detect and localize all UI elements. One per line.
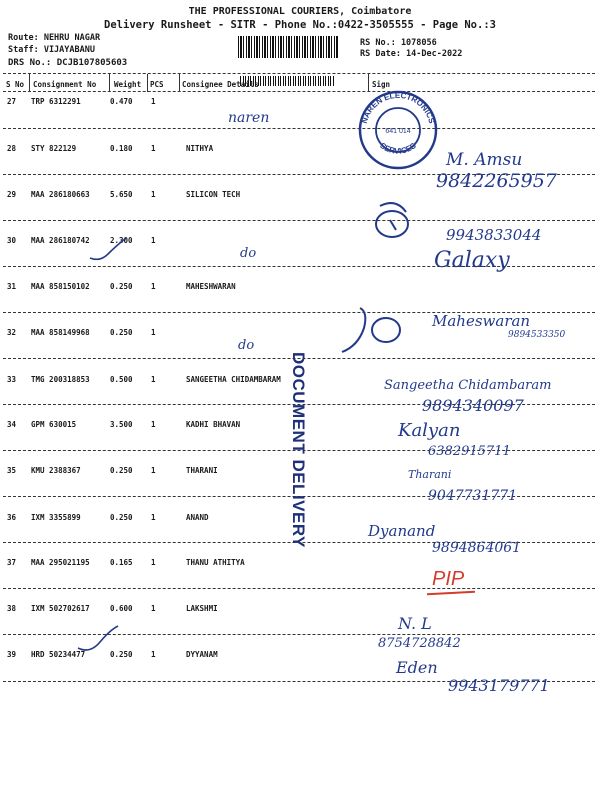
row-consignment: MAA 858150102 [31, 282, 90, 291]
table-row [0, 190, 600, 230]
table-top-rule [3, 73, 595, 74]
row-pcs: 1 [151, 236, 156, 245]
row-consignee: DYYANAM [186, 650, 218, 659]
row-weight: 5.650 [110, 190, 133, 199]
row-consignment: MAA 286180663 [31, 190, 90, 199]
handwriting-row34-phone: 6382915711 [428, 444, 511, 459]
row-sno: 33 [7, 375, 17, 384]
row-consignment: GPM 630015 [31, 420, 77, 429]
handwriting-row28-phone: 9842265957 [436, 170, 557, 192]
col-pcs: PCS [150, 80, 164, 89]
row-consignment: HRD 50234477 [31, 650, 86, 659]
handwriting-row35-name: Tharani [408, 468, 452, 481]
ditto-mark-row30: do [240, 246, 257, 261]
row-sno: 30 [7, 236, 17, 245]
handwriting-row33-phone: 9894340097 [422, 396, 524, 415]
row-consignee: LAKSHMI [186, 604, 218, 613]
row-pcs: 1 [151, 328, 156, 337]
row-pcs: 1 [151, 97, 156, 106]
row-weight: 3.500 [110, 420, 133, 429]
row-pcs: 1 [151, 466, 156, 475]
row-sno: 34 [7, 420, 17, 429]
row-consignee: ANAND [186, 513, 209, 522]
col-divider [29, 74, 30, 92]
tick-mark [76, 624, 120, 654]
row-weight: 0.250 [110, 466, 133, 475]
row-weight: 0.600 [110, 604, 133, 613]
row-sno: 37 [7, 558, 17, 567]
table-row [0, 97, 600, 137]
row-rule [3, 588, 595, 589]
stamp-bottom-text: SERVICES [378, 141, 418, 156]
row-sno: 39 [7, 650, 17, 659]
row-consignment: MAA 295021195 [31, 558, 90, 567]
svg-text:SERVICES [378, 141, 418, 156]
row-pcs: 1 [151, 604, 156, 613]
handwriting-row30-name: Galaxy [434, 248, 510, 273]
company-name: THE PROFESSIONAL COURIERS, Coimbatore [188, 6, 412, 17]
handwriting-row33-name: Sangeetha Chidambaram [384, 378, 552, 393]
row-sno: 27 [7, 97, 17, 106]
row-weight: 2.300 [110, 236, 133, 245]
row-sno: 31 [7, 282, 17, 291]
company-stamp [352, 86, 444, 170]
row-consignment: IXM 3355899 [31, 513, 81, 522]
route-label: Route: NEHRU NAGAR [8, 33, 101, 43]
ditto-mark-row32: do [238, 338, 255, 353]
row-consignee: THANU ATHITYA [186, 558, 245, 567]
row-consignment: KMU 2388367 [31, 466, 81, 475]
row-consignment: STY 822129 [31, 144, 77, 153]
pod-mark: PIP [432, 568, 465, 590]
col-sno: S No [6, 80, 25, 89]
row-pcs: 1 [151, 513, 156, 522]
row-pcs: 1 [151, 420, 156, 429]
row-consignee: NITHYA [186, 144, 214, 153]
row-sno: 36 [7, 513, 17, 522]
signature-row30 [366, 198, 426, 248]
handwriting-row32-phone: 9894533350 [508, 330, 566, 340]
col-divider [109, 74, 110, 92]
rs-number: RS No.: 1078056 [360, 38, 437, 48]
header-bottom-rule [3, 91, 595, 92]
col-consignee: Consignee Details [182, 80, 259, 89]
handwriting-row38-phone: 8754728842 [378, 636, 461, 651]
document-delivery-stamp: DOCUMENT DELIVERY [289, 352, 308, 548]
handwriting-row34-name: Kalyan [398, 420, 461, 441]
stamp-top-text: NAREN ELECTRONICS [359, 90, 437, 125]
handwriting-row30-phone: 9943833044 [446, 226, 542, 244]
handwriting-row36-phone: 9894864061 [432, 540, 522, 556]
row-sno: 35 [7, 466, 17, 475]
rs-date: RS Date: 14-Dec-2022 [360, 49, 463, 59]
handwriting-row36-name: Dyanand [368, 522, 436, 540]
row-consignment: TMG 200318853 [31, 375, 90, 384]
row-weight: 0.165 [110, 558, 133, 567]
col-weight: Weight [114, 80, 142, 89]
row-consignment: IXM 502702617 [31, 604, 90, 613]
row-weight: 0.470 [110, 97, 133, 106]
col-divider [179, 74, 180, 92]
row-weight: 0.250 [110, 513, 133, 522]
barcode [238, 36, 338, 58]
row-consignee: SANGEETHA CHIDAMBARAM [186, 375, 281, 384]
handwriting-row39-name: Eden [396, 658, 438, 677]
row-weight: 0.180 [110, 144, 133, 153]
row-pcs: 1 [151, 650, 156, 659]
handwriting-row35-phone: 9047731771 [428, 488, 518, 504]
handwriting-row32-name: Maheswaran [432, 312, 531, 330]
staff-label: Staff: VIJAYABANU [8, 45, 95, 55]
row-pcs: 1 [151, 190, 156, 199]
row-consignment: MAA 858149968 [31, 328, 90, 337]
row-pcs: 1 [151, 144, 156, 153]
row-rule [3, 128, 595, 129]
row-sno: 32 [7, 328, 17, 337]
handwriting-row39-phone: 9943179771 [448, 676, 550, 695]
row-weight: 0.500 [110, 375, 133, 384]
row-sno: 28 [7, 144, 17, 153]
row-consignee: KADHI BHAVAN [186, 420, 241, 429]
row-consignee: MAHESHWARAN [186, 282, 236, 291]
row-consignee: THARANI [186, 466, 218, 475]
row-consignment: TRP 6312291 [31, 97, 81, 106]
row-weight: 0.250 [110, 328, 133, 337]
row-pcs: 1 [151, 558, 156, 567]
handwriting-row27: naren [228, 110, 270, 126]
runsheet-subtitle: Delivery Runsheet - SITR - Phone No.:0422-3505555 - Page No.:3 [104, 19, 496, 31]
tick-mark [88, 236, 128, 264]
signature-row32 [338, 302, 418, 358]
row-consignment: MAA 286180742 [31, 236, 90, 245]
col-signature: Sign [372, 80, 391, 89]
handwriting-row28-name: M. Amsu [446, 150, 523, 170]
col-divider [147, 74, 148, 92]
row-weight: 0.250 [110, 282, 133, 291]
stamp-code: 641 014 [385, 128, 411, 135]
row-sno: 38 [7, 604, 17, 613]
table-row [0, 558, 600, 598]
row-pcs: 1 [151, 375, 156, 384]
row-consignee: SILICON TECH [186, 190, 241, 199]
col-consignment: Consignment No [33, 80, 97, 89]
row-weight: 0.250 [110, 650, 133, 659]
row-sno: 29 [7, 190, 17, 199]
row-pcs: 1 [151, 282, 156, 291]
drs-number: DRS No.: DCJB107805603 [8, 58, 128, 68]
row-rule [3, 220, 595, 221]
handwriting-row38-name: N. L [398, 614, 432, 633]
